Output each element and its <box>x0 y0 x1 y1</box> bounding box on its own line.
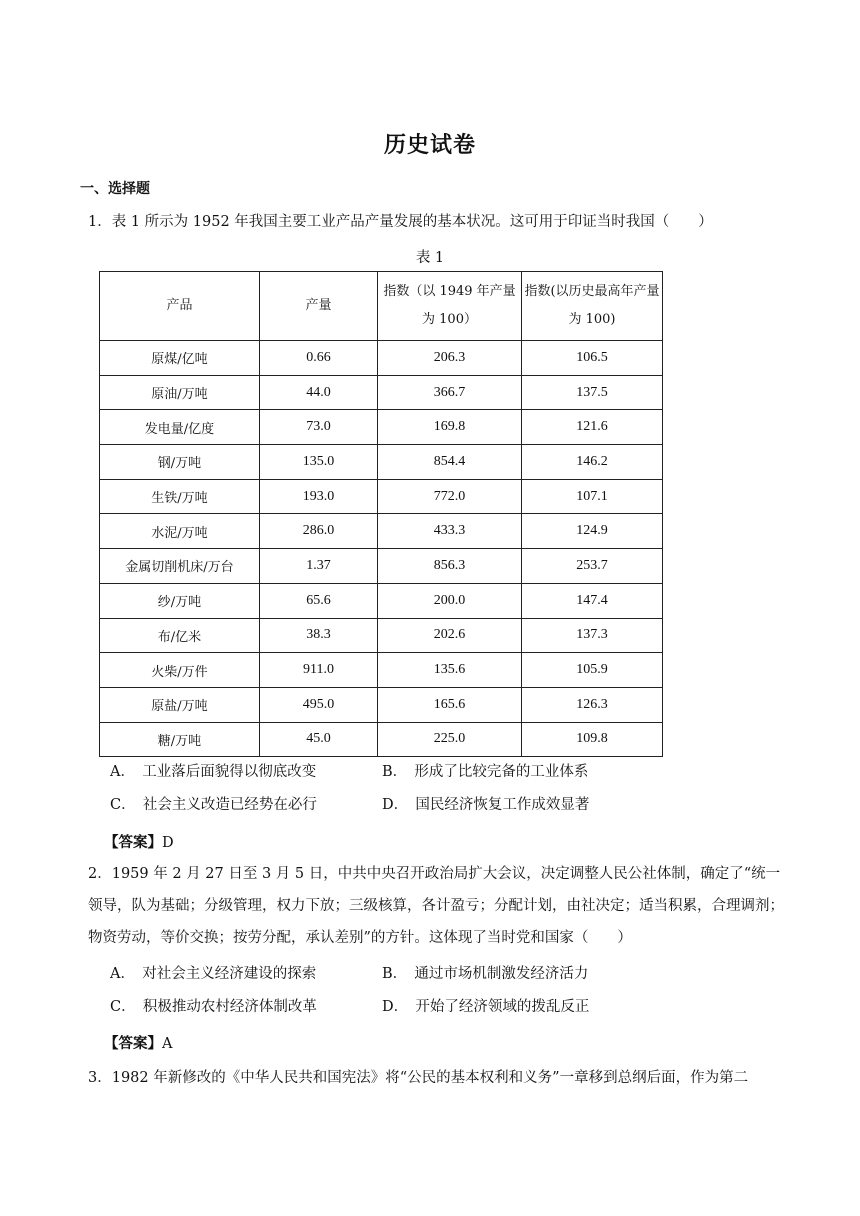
table-row <box>100 583 663 618</box>
section-heading: 一、选择题 <box>80 181 150 197</box>
table-cell: 原油/万吨 <box>100 375 260 410</box>
table-cell: 135.0 <box>260 445 378 480</box>
table-cell: 202.6 <box>378 618 522 653</box>
option-b[interactable]: B． 形成了比较完备的工业体系 <box>382 764 589 780</box>
table-cell: 1.37 <box>260 549 378 584</box>
option-a[interactable]: A． 对社会主义经济建设的探索 <box>110 966 317 982</box>
option-d[interactable]: D． 开始了经济领域的拨乱反正 <box>382 999 590 1015</box>
production-table <box>99 271 663 757</box>
question-number: 3． <box>88 1070 112 1086</box>
table-cell: 65.6 <box>260 583 378 618</box>
table-cell: 44.0 <box>260 375 378 410</box>
page-title: 历史试卷 <box>383 133 476 158</box>
question-number: 1． <box>88 214 112 230</box>
table-cell: 137.3 <box>522 618 663 653</box>
table-cell: 水泥/万吨 <box>100 514 260 549</box>
table-cell: 911.0 <box>260 653 378 688</box>
table-header-cell: 指数（以 1949 年产量为 100） <box>378 272 522 341</box>
table-cell: 206.3 <box>378 341 522 376</box>
table-caption: 表 1 <box>415 250 445 266</box>
question-1-answer <box>104 831 174 852</box>
option-b[interactable]: B． 通过市场机制激发经济活力 <box>382 966 589 982</box>
table-cell: 286.0 <box>260 514 378 549</box>
table-cell: 772.0 <box>378 479 522 514</box>
table-cell: 253.7 <box>522 549 663 584</box>
option-d[interactable]: D． 国民经济恢复工作成效显著 <box>382 797 590 813</box>
table-cell: 火柴/万件 <box>100 653 260 688</box>
table-cell: 生铁/万吨 <box>100 479 260 514</box>
table-cell: 146.2 <box>522 445 663 480</box>
table-cell: 109.8 <box>522 722 663 757</box>
table-cell: 495.0 <box>260 687 378 722</box>
table-row <box>100 445 663 480</box>
table-cell: 137.5 <box>522 375 663 410</box>
table-cell: 854.4 <box>378 445 522 480</box>
answer-value: D <box>162 835 174 851</box>
table-cell: 433.3 <box>378 514 522 549</box>
question-text: 表 1 所示为 1952 年我国主要工业产品产量发展的基本状况。这可用于印证当时我国（ ） <box>111 214 713 230</box>
table-row <box>100 341 663 376</box>
table-cell: 布/亿米 <box>100 618 260 653</box>
question-1-options <box>110 756 710 822</box>
table-row <box>100 653 663 688</box>
table-header-cell: 产量 <box>260 272 378 341</box>
table-cell: 0.66 <box>260 341 378 376</box>
table-cell: 124.9 <box>522 514 663 549</box>
table-cell: 原煤/亿吨 <box>100 341 260 376</box>
question-3-stem <box>88 1062 798 1094</box>
option-a[interactable]: A． 工业落后面貌得以彻底改变 <box>110 764 317 780</box>
table-header-row <box>100 272 663 341</box>
option-c[interactable]: C． 社会主义改造已经势在必行 <box>110 797 317 813</box>
table-cell: 45.0 <box>260 722 378 757</box>
table-cell: 金属切削机床/万台 <box>100 549 260 584</box>
question-text: 1982 年新修改的《中华人民共和国宪法》将“公民的基本权利和义务”一章移到总纲后面，作为第二 <box>111 1070 749 1086</box>
question-number: 2． <box>88 866 112 882</box>
option-c[interactable]: C． 积极推动农村经济体制改革 <box>110 999 317 1015</box>
question-2-answer <box>104 1032 172 1053</box>
table-cell: 106.5 <box>522 341 663 376</box>
table-header-cell: 产品 <box>100 272 260 341</box>
table-cell: 纱/万吨 <box>100 583 260 618</box>
table-row <box>100 722 663 757</box>
table-row <box>100 549 663 584</box>
table-cell: 107.1 <box>522 479 663 514</box>
answer-label: 【答案】 <box>104 835 162 851</box>
table-cell: 121.6 <box>522 410 663 445</box>
table-header-cell: 指数(以历史最高年产量为 100) <box>522 272 663 341</box>
table-cell: 193.0 <box>260 479 378 514</box>
table-cell: 135.6 <box>378 653 522 688</box>
question-2-stem <box>88 858 788 954</box>
table-cell: 169.8 <box>378 410 522 445</box>
table-row <box>100 479 663 514</box>
table-row <box>100 410 663 445</box>
table-row <box>100 375 663 410</box>
table-cell: 126.3 <box>522 687 663 722</box>
table-cell: 发电量/亿度 <box>100 410 260 445</box>
table-cell: 钢/万吨 <box>100 445 260 480</box>
table-cell: 165.6 <box>378 687 522 722</box>
table-cell: 73.0 <box>260 410 378 445</box>
table-cell: 38.3 <box>260 618 378 653</box>
table-cell: 856.3 <box>378 549 522 584</box>
question-text: 1959 年 2 月 27 日至 3 月 5 日，中共中央召开政治局扩大会议，决定调整人民公社体制，确定了“统一领导，队为基础；分级管理，权力下放；三级核算，各计盈亏；分配计划，由社决定；适当积累，合理调剂；物资劳动，等价交换；按劳分配，承认差别”的方针。这体现了当时党和国家（ ） <box>88 866 784 946</box>
table-cell: 原盐/万吨 <box>100 687 260 722</box>
table-cell: 225.0 <box>378 722 522 757</box>
answer-value: A <box>162 1036 173 1052</box>
table-cell: 200.0 <box>378 583 522 618</box>
table-cell: 366.7 <box>378 375 522 410</box>
table-row <box>100 687 663 722</box>
question-2-options <box>110 958 710 1024</box>
table-cell: 147.4 <box>522 583 663 618</box>
table-cell: 105.9 <box>522 653 663 688</box>
question-1-stem <box>88 206 788 238</box>
answer-label: 【答案】 <box>104 1036 162 1052</box>
table-cell: 糖/万吨 <box>100 722 260 757</box>
table-row <box>100 618 663 653</box>
table-row <box>100 514 663 549</box>
